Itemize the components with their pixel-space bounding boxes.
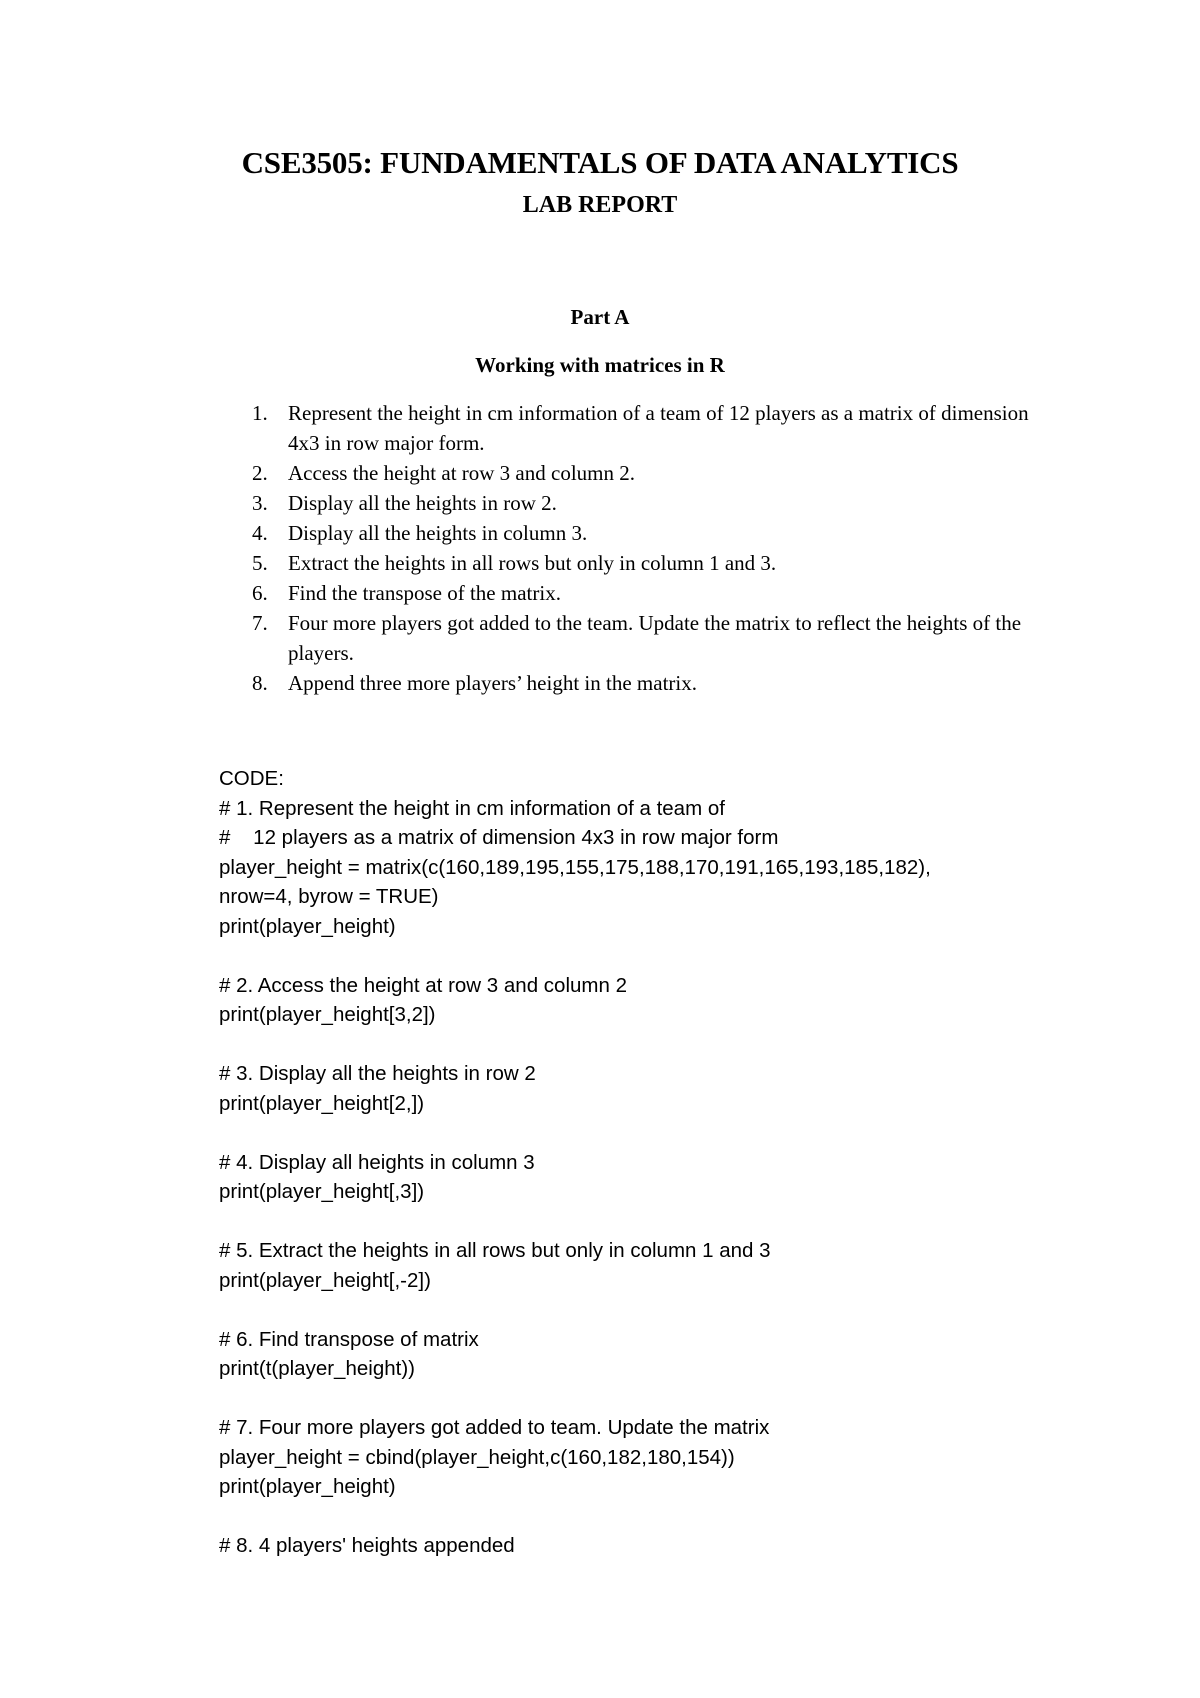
task-number: 4. [252,521,268,545]
code-line: print(player_height[,-2]) [219,1268,431,1292]
task-number: 3. [252,491,268,515]
code-line: # 2. Access the height at row 3 and column 2 [219,973,627,997]
task-text: Display all the heights in column 3. [288,521,588,545]
task-item [252,488,1052,518]
code-line: print(player_height[3,2]) [219,1003,436,1026]
task-item [252,398,1052,458]
code-line [219,1030,1159,1060]
task-number: 1. [252,401,268,425]
task-text: Extract the heights in all rows but only in column 1 and 3. [288,551,777,575]
code-line: # 12 players as a matrix of dimension 4x3 in row major form [219,826,779,849]
document-title: CSE3505: FUNDAMENTALS OF DATA ANALYTICS [241,145,959,180]
code-line: print(player_height) [219,914,396,938]
code-block [219,764,1159,1561]
code-line: print(player_height[,3]) [219,1180,425,1203]
code-line: player_height = cbind(player_height,c(160,182,180,154)) [219,1445,735,1469]
code-line [219,1207,1159,1237]
code-line [219,1295,1159,1325]
code-line: # 6. Find transpose of matrix [219,1327,479,1351]
task-number: 5. [252,551,268,575]
code-line: # 3. Display all the heights in row 2 [219,1062,536,1085]
task-text: Append three more players’ height in the matrix. [288,671,697,695]
task-text: Represent the height in cm information of a team of 12 players as a matrix of dimension 4x3 in row major form. [288,401,1029,455]
task-number: 6. [252,581,268,605]
document-subtitle: LAB REPORT [522,192,678,218]
task-text: Display all the heights in row 2. [288,491,557,515]
code-line: print(player_height[2,]) [219,1091,425,1115]
task-number: 2. [252,461,268,485]
task-item [252,458,1052,488]
task-text: Four more players got added to the team. Update the matrix to reflect the heights of the players. [288,611,1022,665]
code-line: # 1. Represent the height in cm information of a team of [219,796,725,820]
code-label: CODE: [219,767,284,790]
task-list [252,398,1052,698]
code-line [219,1384,1159,1414]
code-line [219,941,1159,971]
code-line: # 5. Extract the heights in all rows but only in column 1 and 3 [219,1239,771,1262]
task-item [252,578,1052,608]
task-item [252,518,1052,548]
code-line: print(t(player_height)) [219,1357,415,1380]
part-heading: Part A [570,305,630,329]
code-line: nrow=4, byrow = TRUE) [219,885,439,908]
code-line [219,1502,1159,1532]
task-text: Find the transpose of the matrix. [288,581,561,605]
code-line: # 4. Display all heights in column 3 [219,1150,535,1174]
code-line: # 7. Four more players got added to team. Update the matrix [219,1416,770,1439]
task-item [252,608,1052,668]
task-number: 7. [252,611,268,635]
task-item [252,668,1052,698]
task-item [252,548,1052,578]
task-text: Access the height at row 3 and column 2. [288,461,635,485]
code-line: # 8. 4 players' heights appended [219,1534,515,1557]
code-line: print(player_height) [219,1475,396,1498]
code-line: player_height = matrix(c(160,189,195,155,175,188,170,191,165,193,185,182), [219,855,931,879]
section-heading: Working with matrices in R [475,353,725,377]
task-number: 8. [252,671,268,695]
code-line [219,1118,1159,1148]
